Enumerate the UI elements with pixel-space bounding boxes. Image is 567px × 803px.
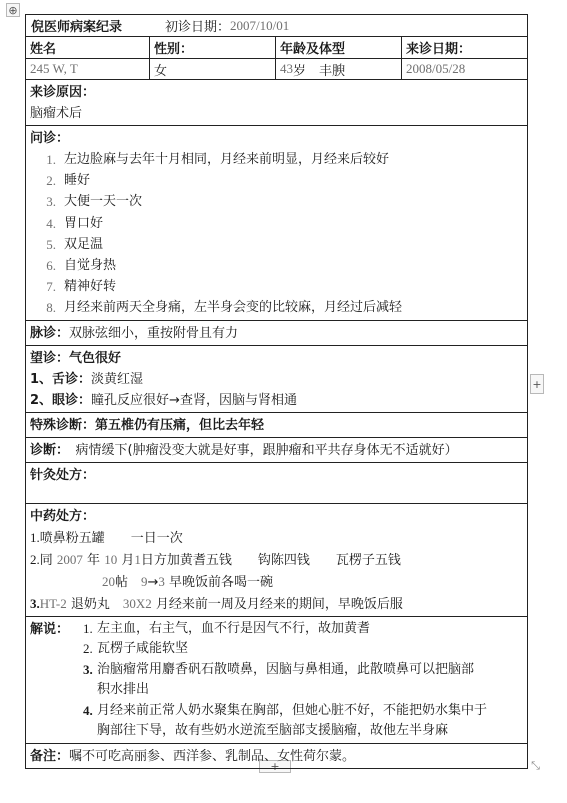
pulse-text: 双脉弦细小，重按附骨且有力 — [69, 325, 239, 341]
explanation-item-cont: 胸部往下导，故有些奶水逆流至脑部支援脑瘤，故他左半身麻 — [97, 723, 449, 739]
tongue-label: 1、舌诊： — [30, 371, 92, 387]
reason-section[interactable] — [26, 80, 527, 126]
special-diagnosis[interactable]: 特殊诊断：第五椎仍有压痛，但比去年轻 — [26, 413, 527, 438]
sex-header: 性别： — [150, 37, 276, 58]
explanation-item: 4. 月经来前正常人奶水聚集在胸部，但她心脏不好，不能把奶水集中于 — [83, 702, 488, 718]
acupuncture-label: 针灸处方： — [30, 467, 96, 483]
tongue-text: 淡黄红湿 — [91, 371, 144, 387]
explanation-item: 3. 治脑瘤常用麝香矾石散喷鼻，因脑与鼻相通，此散喷鼻可以把脑部 — [83, 661, 475, 677]
explanation-item: 1. 左主血，右主气，血不行是因气不行，故加黄耆 — [83, 620, 371, 636]
first-visit-label: 初诊日期： — [165, 20, 231, 35]
diagnosis-label: 诊断： — [30, 442, 63, 458]
note-text: 嘱不可吃高丽参、西洋参、乳制品、女性荷尔蒙。 — [69, 748, 356, 764]
note-label: 备注： — [30, 748, 70, 764]
list-item: 1. 左边脸麻与去年十月相同，月经来前明显，月经来后较好 — [46, 152, 390, 167]
herbal-label: 中药处方： — [30, 508, 96, 524]
visit-date[interactable]: 2008/05/28 — [406, 61, 466, 76]
add-column-button[interactable]: + — [530, 374, 544, 394]
list-item: 4. 胃口好 — [46, 215, 104, 231]
eye-text: 瞳孔反应很好→查肾，因脑与肾相通 — [91, 392, 297, 408]
patient-info-row — [26, 59, 527, 80]
explanation-item-cont: 积水排出 — [97, 682, 150, 698]
patient-sex[interactable]: 女 — [150, 59, 276, 79]
explanation-label: 解说： — [30, 621, 70, 637]
table-resize-handle-icon[interactable]: ⤡ — [531, 759, 540, 772]
herbal-item-1: 1.喷鼻粉五罐 一日一次 — [30, 529, 183, 546]
patient-name[interactable]: 245 W, T — [26, 59, 150, 79]
inquiry-list — [30, 149, 523, 319]
record-title: 倪医师病案纪录 — [31, 20, 123, 35]
diagnosis-text: 病情缓下(肿瘤没变大就是好事，跟肿瘤和平共存身体无不适就好） — [62, 442, 458, 458]
inspection-label: 望诊：气色很好 — [30, 350, 122, 366]
inquiry-label: 问诊： — [30, 131, 70, 146]
first-visit-date: 2007/10/01 — [230, 17, 290, 33]
eye-label: 2、眼诊： — [30, 392, 92, 408]
add-row-button[interactable]: + — [259, 760, 291, 773]
reason-text: 脑瘤术后 — [30, 106, 83, 121]
list-item: 8. 月经来前两天全身痛，左半身会变的比较麻，月经过后减轻 — [46, 300, 403, 316]
patient-age: 43 — [280, 61, 293, 76]
note-section[interactable] — [26, 744, 527, 768]
herbal-item-2-dosage: 20帖 9→3 早晚饭前各喝一碗 — [102, 573, 274, 590]
list-item: 2. 睡好 — [46, 173, 91, 189]
inquiry-section[interactable] — [26, 126, 527, 321]
list-item: 3. 大便一天一次 — [46, 194, 143, 210]
table-move-handle-icon[interactable]: ⊕ — [6, 3, 20, 17]
herbal-item-2: 2.同 2007 年 10 月1日方加黄耆五钱 钩陈四钱 瓦楞子五钱 — [30, 551, 401, 568]
pulse-section[interactable] — [26, 321, 527, 346]
acupuncture-section[interactable] — [26, 463, 527, 504]
herbal-item-3: 3.HT-2 退奶丸 30X2 月经来前一周及月经来的期间，早晚饭后服 — [30, 595, 403, 612]
explanation-item: 2. 瓦楞子咸能软坚 — [83, 641, 189, 657]
diagnosis-section[interactable] — [26, 438, 527, 463]
age-header: 年龄及体型 — [276, 37, 402, 58]
pulse-label: 脉诊： — [30, 325, 70, 341]
patient-age-cell[interactable] — [276, 59, 402, 79]
list-item: 5. 双足温 — [46, 236, 104, 252]
title-row — [26, 15, 527, 37]
list-item: 6. 自觉身热 — [46, 258, 117, 274]
inspection-section[interactable] — [26, 346, 527, 413]
header-row — [26, 37, 527, 59]
visit-date-header: 来诊日期： — [406, 42, 472, 57]
medical-record-table — [25, 14, 528, 769]
herbal-section[interactable] — [26, 504, 527, 617]
list-item: 7. 精神好转 — [46, 279, 117, 295]
name-header: 姓名 — [26, 37, 150, 58]
reason-label: 来诊原因： — [30, 85, 96, 100]
explanation-section[interactable] — [26, 617, 527, 744]
patient-build: 岁 丰腴 — [293, 63, 346, 79]
